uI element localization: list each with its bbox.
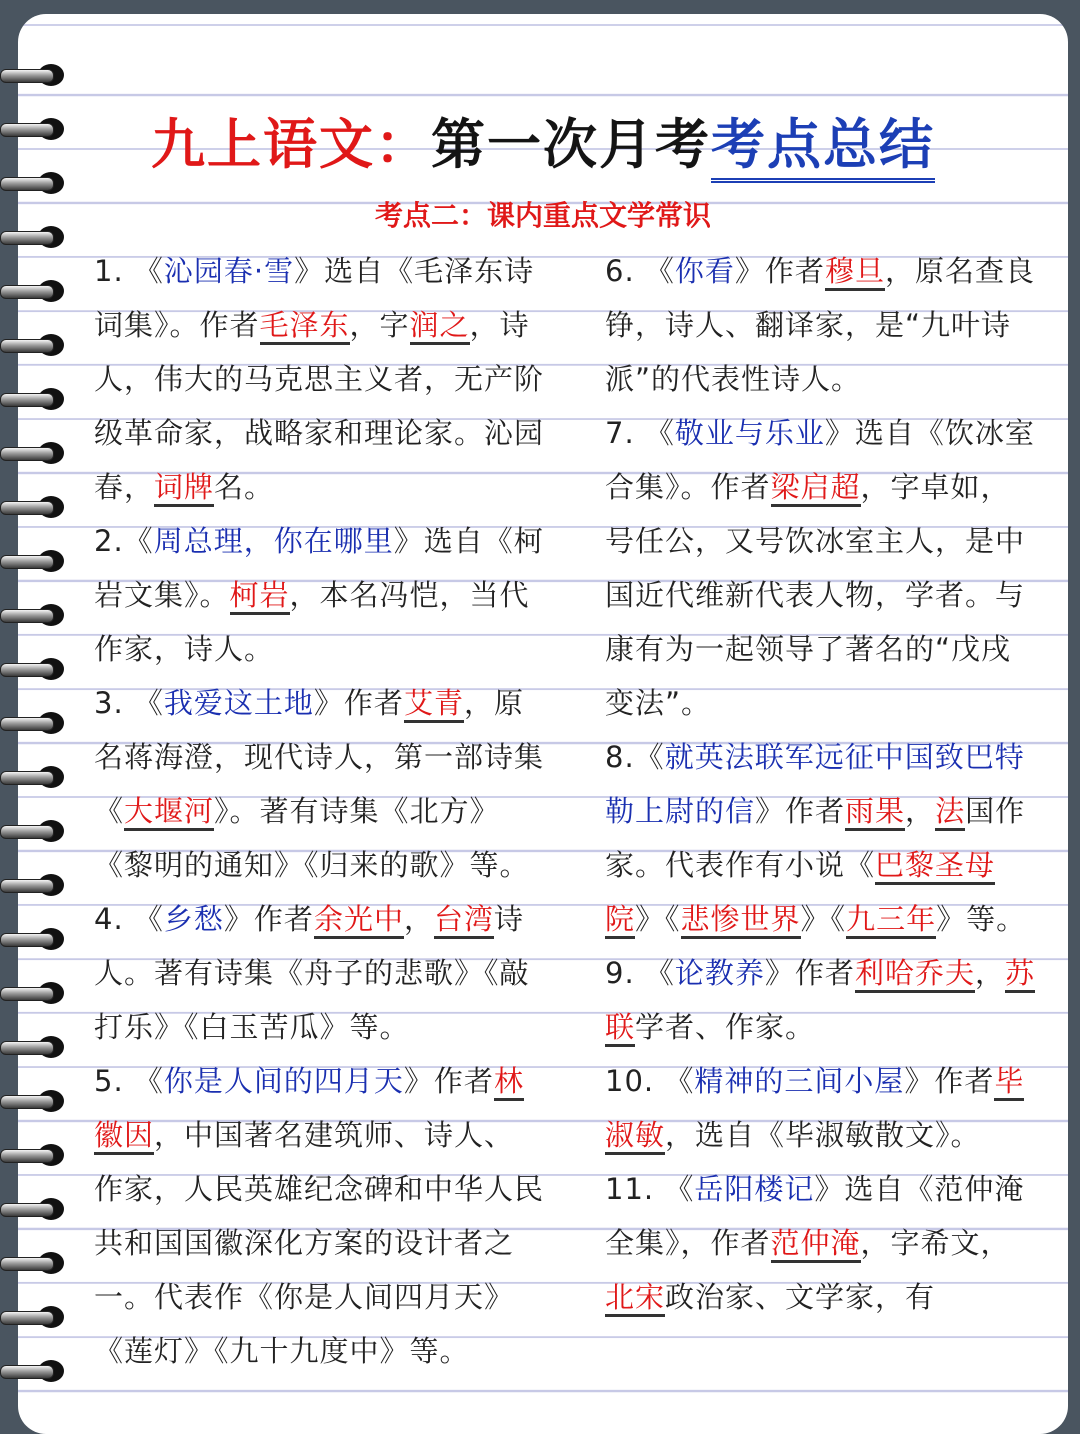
- work-title: 你是人间的四月天: [163, 1064, 404, 1098]
- title-summary: 考点总结: [711, 113, 935, 183]
- item-text: 《: [644, 956, 675, 990]
- binding-ring: [0, 1250, 68, 1276]
- work-title: 沁园春·雪: [163, 254, 295, 288]
- item-number: 6.: [605, 254, 645, 288]
- item-text: 》《: [800, 902, 847, 936]
- item-text: 《: [634, 740, 665, 774]
- binding-ring: [0, 818, 68, 844]
- list-item: [605, 946, 1035, 1054]
- ring-wire: [0, 555, 54, 569]
- key-term: 穆旦: [825, 254, 885, 291]
- binding-ring: [0, 116, 68, 142]
- ring-wire: [0, 987, 54, 1001]
- item-text: ，: [974, 956, 1005, 990]
- item-text: 》作者: [764, 956, 855, 990]
- ring-wire: [0, 663, 54, 677]
- key-term: 毕淑敏: [605, 1064, 1024, 1155]
- ring-wire: [0, 501, 54, 515]
- item-text: ，中国著名建筑师、诗人、作家，人民英雄纪念碑和中华人民共和国国徽深化方案的设计者之一。代表作《你是人间四月天》《莲灯》《九十九度中》等。: [94, 1118, 545, 1368]
- list-item: [94, 892, 544, 1054]
- item-text: 《: [133, 1064, 164, 1098]
- binding-ring: [0, 494, 68, 520]
- list-item: [605, 1162, 1035, 1324]
- spiral-binding: [0, 0, 80, 1400]
- item-text: 》作者: [755, 794, 846, 828]
- item-text: ，原名蒋海澄，现代诗人，第一部诗集《: [94, 686, 545, 828]
- ring-wire: [0, 339, 54, 353]
- right-column: [605, 244, 1035, 1324]
- item-text: 》作者: [904, 1064, 995, 1098]
- item-text: 》选自《柯岩文集》。: [94, 524, 544, 612]
- ring-wire: [0, 447, 54, 461]
- item-number: 8.: [605, 740, 635, 774]
- item-text: 》作者: [223, 902, 314, 936]
- ring-wire: [0, 717, 54, 731]
- item-text: 》选自《饮冰室合集》。作者: [605, 416, 1035, 504]
- ring-wire: [0, 1311, 54, 1325]
- item-number: 10.: [605, 1064, 665, 1098]
- binding-ring: [0, 440, 68, 466]
- item-text: 《: [664, 1172, 695, 1206]
- binding-ring: [0, 170, 68, 196]
- ring-wire: [0, 1149, 54, 1163]
- work-title: 周总理，你在哪里: [153, 524, 394, 558]
- ring-wire: [0, 393, 54, 407]
- work-title: 敬业与乐业: [674, 416, 825, 450]
- key-term: 巴黎圣母院: [605, 848, 995, 939]
- binding-ring: [0, 602, 68, 628]
- ring-wire: [0, 69, 54, 83]
- item-text: 》《: [635, 902, 681, 936]
- item-number: 3.: [94, 686, 134, 720]
- ring-wire: [0, 1257, 54, 1271]
- key-term: 词牌: [154, 470, 214, 507]
- binding-ring: [0, 332, 68, 358]
- item-text: ，选自《毕淑敏散文》。: [665, 1118, 981, 1152]
- key-term: 梁启超: [771, 470, 861, 507]
- key-term: 润之: [410, 308, 470, 345]
- item-text: 名。: [214, 470, 275, 504]
- item-text: 》选自《范仲淹全集》，作者: [605, 1172, 1025, 1260]
- item-text: 诗人。著有诗集《舟子的悲歌》《敲打乐》《白玉苦瓜》等。: [94, 902, 530, 1044]
- list-item: [94, 1054, 544, 1378]
- list-item: [605, 1054, 1035, 1162]
- item-number: 1.: [94, 254, 134, 288]
- item-text: ，原名查良铮，诗人、翻译家，是“九叶诗派”的代表性诗人。: [605, 254, 1035, 396]
- item-text: ，本名冯恺，当代作家，诗人。: [94, 578, 530, 666]
- work-title: 论教养: [674, 956, 765, 990]
- item-text: 《: [664, 1064, 695, 1098]
- title-subject: 九上语文：: [151, 113, 431, 176]
- binding-ring: [0, 224, 68, 250]
- item-text: 》作者: [403, 1064, 494, 1098]
- item-number: 7.: [605, 416, 645, 450]
- key-term: 大堰河: [124, 794, 214, 831]
- key-term: 雨果: [845, 794, 905, 831]
- item-number: 4.: [94, 902, 134, 936]
- work-title: 精神的三间小屋: [694, 1064, 905, 1098]
- binding-ring: [0, 1034, 68, 1060]
- item-text: 》作者: [734, 254, 825, 288]
- binding-ring: [0, 1304, 68, 1330]
- key-term: 北宋: [605, 1280, 665, 1317]
- binding-ring: [0, 278, 68, 304]
- item-text: 《: [644, 254, 675, 288]
- binding-ring: [0, 386, 68, 412]
- list-item: [94, 676, 544, 892]
- list-item: [94, 514, 544, 676]
- work-title: 岳阳楼记: [694, 1172, 815, 1206]
- item-number: 9.: [605, 956, 645, 990]
- key-term: 艾青: [404, 686, 464, 723]
- work-title: 你看: [674, 254, 735, 288]
- ring-wire: [0, 879, 54, 893]
- page-title: [18, 102, 1068, 179]
- binding-ring: [0, 926, 68, 952]
- item-text: 《: [644, 416, 675, 450]
- key-term: 台湾: [434, 902, 494, 939]
- item-text: ，字希文，: [860, 1226, 1011, 1260]
- ring-wire: [0, 1095, 54, 1109]
- binding-ring: [0, 548, 68, 574]
- item-text: 《: [133, 254, 164, 288]
- key-term: 林徽因: [94, 1064, 524, 1155]
- binding-ring: [0, 62, 68, 88]
- binding-ring: [0, 1196, 68, 1222]
- binding-ring: [0, 1088, 68, 1114]
- item-text: 》作者: [313, 686, 404, 720]
- key-term: 利哈乔夫: [855, 956, 975, 993]
- work-title: 就英法联军远征中国致巴特勒上尉的信: [605, 740, 1025, 828]
- left-column: [94, 244, 544, 1378]
- notebook-page: [18, 14, 1068, 1434]
- ring-wire: [0, 285, 54, 299]
- ring-wire: [0, 825, 54, 839]
- work-title: 乡愁: [163, 902, 224, 936]
- ring-wire: [0, 231, 54, 245]
- work-title: 我爱这土地: [163, 686, 314, 720]
- binding-ring: [0, 656, 68, 682]
- ring-wire: [0, 771, 54, 785]
- ring-wire: [0, 123, 54, 137]
- ring-wire: [0, 609, 54, 623]
- list-item: [94, 244, 544, 514]
- item-number: 11.: [605, 1172, 665, 1206]
- ring-wire: [0, 933, 54, 947]
- item-text: 学者、作家。: [635, 1010, 816, 1044]
- binding-ring: [0, 1142, 68, 1168]
- item-text: ，字: [349, 308, 410, 342]
- item-text: 》。著有诗集《北方》《黎明的通知》《归来的歌》等。: [94, 794, 530, 882]
- item-text: 国作家。代表作有小说《: [605, 794, 1026, 882]
- item-text: 政治家、文学家，有: [665, 1280, 936, 1314]
- item-text: ，: [905, 794, 936, 828]
- key-term: 范仲淹: [771, 1226, 861, 1263]
- item-text: ，诗人，伟大的马克思主义者，无产阶级革命家，战略家和理论家。沁园春，: [94, 308, 545, 504]
- item-text: 《: [123, 524, 154, 558]
- binding-ring: [0, 1358, 68, 1384]
- item-number: 2.: [94, 524, 124, 558]
- ring-wire: [0, 1203, 54, 1217]
- key-term: 余光中: [314, 902, 404, 939]
- list-item: [605, 244, 1035, 406]
- item-text: ，字卓如，号任公，又号饮冰室主人，是中国近代维新代表人物，学者。与康有为一起领导了著名的“戊戌变法”。: [605, 470, 1026, 720]
- list-item: [605, 730, 1035, 946]
- ring-wire: [0, 1041, 54, 1055]
- key-term: 悲惨世界: [681, 902, 801, 939]
- binding-ring: [0, 872, 68, 898]
- section-subtitle: 考点二：课内重点文学常识: [374, 199, 711, 232]
- key-term: 柯岩: [230, 578, 290, 615]
- key-term: 九三年: [846, 902, 936, 939]
- binding-ring: [0, 764, 68, 790]
- item-text: ，: [403, 902, 434, 936]
- ring-wire: [0, 1365, 54, 1379]
- list-item: [605, 406, 1035, 730]
- binding-ring: [0, 980, 68, 1006]
- item-text: 《: [133, 902, 164, 936]
- key-term: 苏联: [605, 956, 1035, 1047]
- item-number: 5.: [94, 1064, 134, 1098]
- key-term: 毛泽东: [260, 308, 350, 345]
- item-text: 》选自《毛泽东诗词集》。作者: [94, 254, 535, 342]
- item-text: 《: [133, 686, 164, 720]
- binding-ring: [0, 710, 68, 736]
- title-exam: 第一次月考: [431, 113, 711, 176]
- item-text: 》等。: [936, 902, 1027, 936]
- ring-wire: [0, 177, 54, 191]
- key-term: 法: [935, 794, 965, 831]
